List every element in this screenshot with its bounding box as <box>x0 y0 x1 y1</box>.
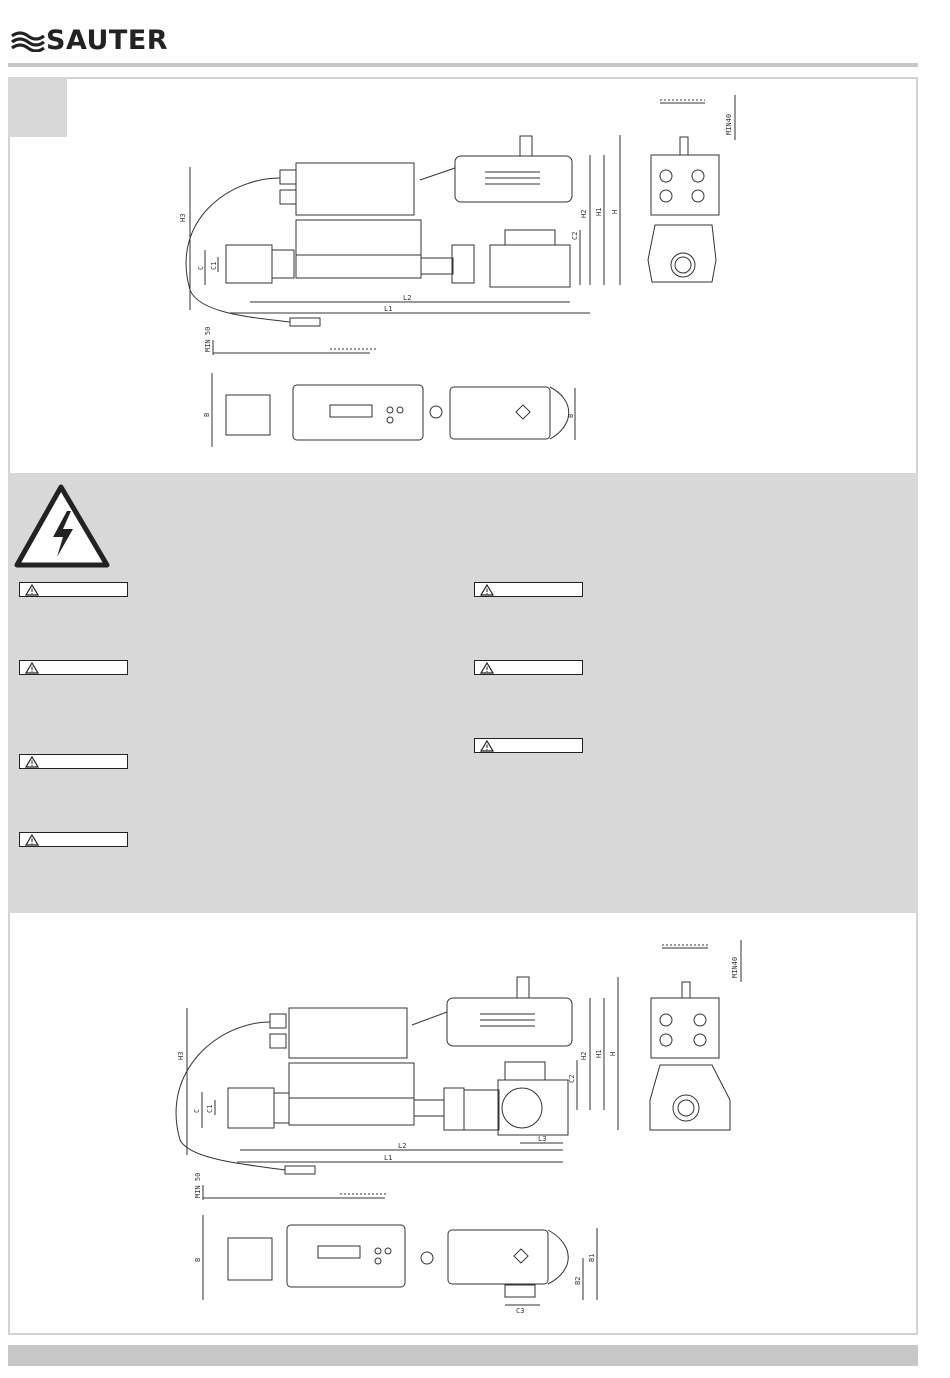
actuator-top-view-3way <box>448 1230 548 1284</box>
dim-c1-3way: C1 <box>206 1104 214 1113</box>
dim-h2: H2 <box>580 209 588 218</box>
meter-top-view-3way <box>287 1225 405 1287</box>
dim-h1: H1 <box>595 207 603 216</box>
dim-b: B <box>203 412 211 417</box>
dim-c2: C2 <box>571 231 579 240</box>
dim-c: C <box>197 265 205 270</box>
actuator-3way <box>447 998 572 1046</box>
dim-c1: C1 <box>210 261 218 270</box>
dim-c3-3way: C3 <box>516 1307 525 1315</box>
dim-l3-3way: L3 <box>538 1135 547 1143</box>
dim-b2-3way: B2 <box>574 1276 582 1285</box>
dim-l2-3way: L2 <box>398 1142 407 1150</box>
dim-l1: L1 <box>384 305 393 313</box>
dim-min50: MIN 50 <box>204 326 212 352</box>
dim-b-3way: B <box>194 1257 202 1262</box>
dim-l2: L2 <box>403 294 412 302</box>
dim-b1-3way: B1 <box>588 1253 596 1262</box>
dim-h: H <box>611 209 619 214</box>
dim-min40: MIN40 <box>725 113 733 135</box>
meter-housing-3way <box>289 1008 407 1058</box>
footer-bar <box>8 1345 918 1366</box>
dim-h1-3way: H1 <box>595 1049 603 1058</box>
dim-h3: H3 <box>179 213 187 222</box>
dim-h-3way: H <box>609 1051 617 1056</box>
dim-c-3way: C <box>193 1108 201 1113</box>
dim-min40-3way: MIN40 <box>731 956 739 978</box>
dim-h3-3way: H3 <box>177 1051 185 1060</box>
dim-h2-3way: H2 <box>580 1051 588 1060</box>
side-view-actuator-3way <box>651 998 719 1058</box>
brand-name: SAUTER <box>46 25 169 56</box>
dim-l1-3way: L1 <box>384 1154 393 1162</box>
dim-b-actuator: B <box>567 413 575 418</box>
dim-min50-3way: MIN 50 <box>194 1172 202 1198</box>
valve-body-3way <box>502 1088 542 1128</box>
dim-c2-3way: C2 <box>568 1074 576 1083</box>
